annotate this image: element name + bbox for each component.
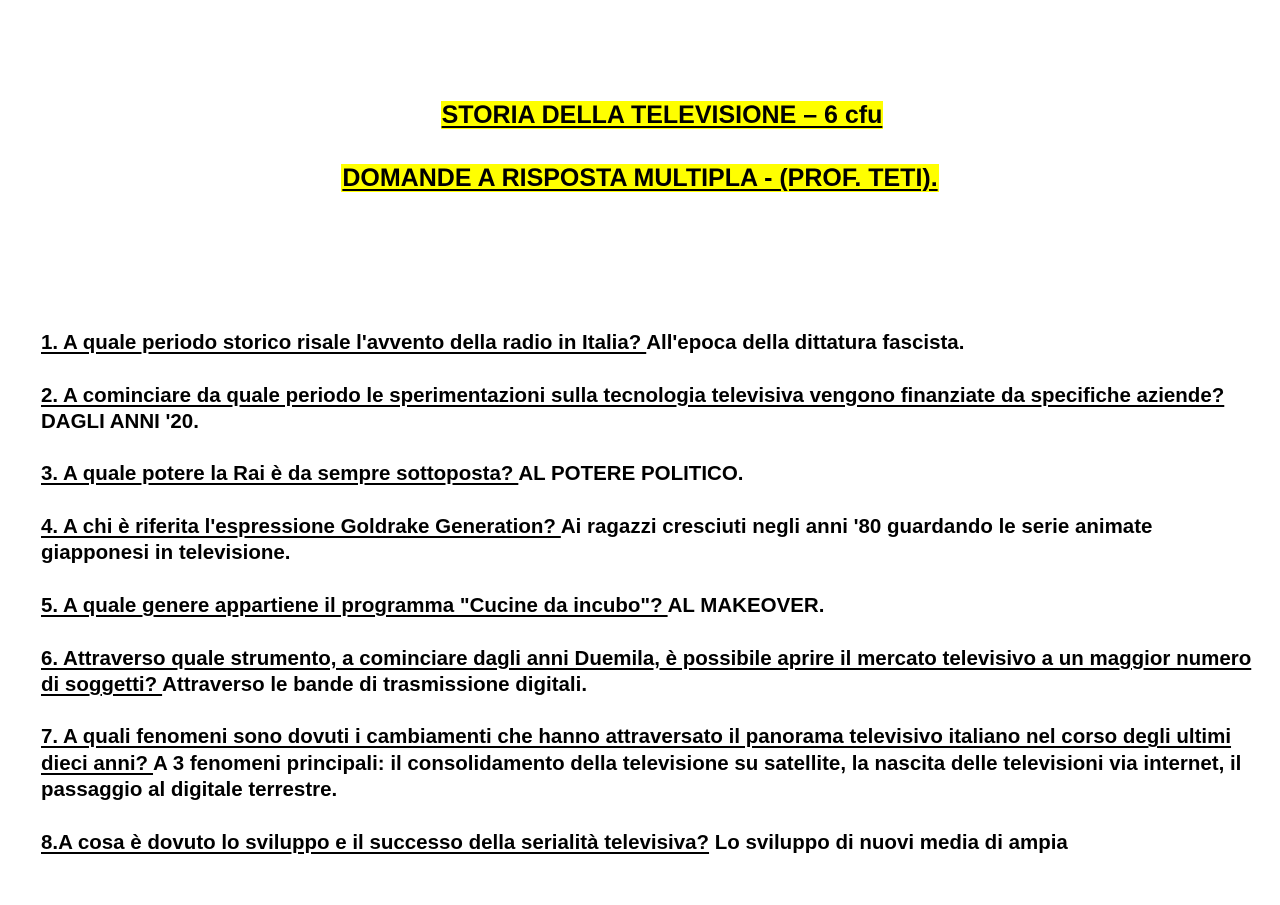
answer-1: All'epoca della dittatura fascista. xyxy=(646,331,965,354)
answer-8: Lo sviluppo di nuovi media di ampia xyxy=(709,830,1068,854)
answer-5: AL MAKEOVER. xyxy=(667,593,825,617)
question-7: 7. A quali fenomeni sono dovuti i cambiamenti che hanno attraversato il panorama televisivo italiano nel corso degli ultimi dieci anni? xyxy=(41,725,1232,775)
question-8: 8.A cosa è dovuto lo sviluppo e il successo della serialità televisiva? xyxy=(41,830,710,854)
answer-6: Attraverso le bande di trasmissione digitali. xyxy=(162,672,588,696)
answer-3: AL POTERE POLITICO. xyxy=(518,462,744,486)
question-1: 1. A quale periodo storico risale l'avvento della radio in Italia? xyxy=(41,331,647,354)
question-6: 6. Attraverso quale strumento, a cominciare dagli anni Duemila, è possibile aprire il mercato televisivo a un maggior numero di soggetti? xyxy=(41,646,1252,696)
qa-item-5 xyxy=(41,593,1256,619)
question-2: 2. A cominciare da quale periodo le sperimentazioni sulla tecnologia televisiva vengono finanziate da specifiche aziende? xyxy=(41,383,1225,407)
qa-item-2 xyxy=(41,383,1256,436)
qa-item-7 xyxy=(41,724,1256,803)
question-5: 5. A quale genere appartiene il programma "Cucine da incubo"? xyxy=(41,593,668,617)
answer-7: A 3 fenomeni principali: il consolidamento della televisione su satellite, la nascita delle televisioni via internet, il passaggio al digitale terrestre. xyxy=(41,751,1242,802)
document-title-text: STORIA DELLA TELEVISIONE – 6 cfu xyxy=(441,101,883,129)
qa-item-8 xyxy=(41,830,1256,856)
qa-item-1 xyxy=(41,330,1256,356)
document-title xyxy=(22,99,1280,131)
document-subtitle xyxy=(0,162,1280,194)
question-answer-list xyxy=(41,330,1256,882)
qa-item-3 xyxy=(41,461,1256,487)
answer-2: DAGLI ANNI '20. xyxy=(41,409,199,433)
answer-4: Ai ragazzi cresciuti negli anni '80 guardando le serie animate giapponesi in televisione. xyxy=(41,515,1153,565)
qa-item-6 xyxy=(41,646,1256,699)
question-4: 4. A chi è riferita l'espressione Goldrake Generation? xyxy=(41,515,561,539)
question-3: 3. A quale potere la Rai è da sempre sottoposta? xyxy=(41,462,519,486)
qa-item-4 xyxy=(41,514,1256,567)
document-subtitle-text: DOMANDE A RISPOSTA MULTIPLA - (PROF. TETI). xyxy=(342,164,938,192)
